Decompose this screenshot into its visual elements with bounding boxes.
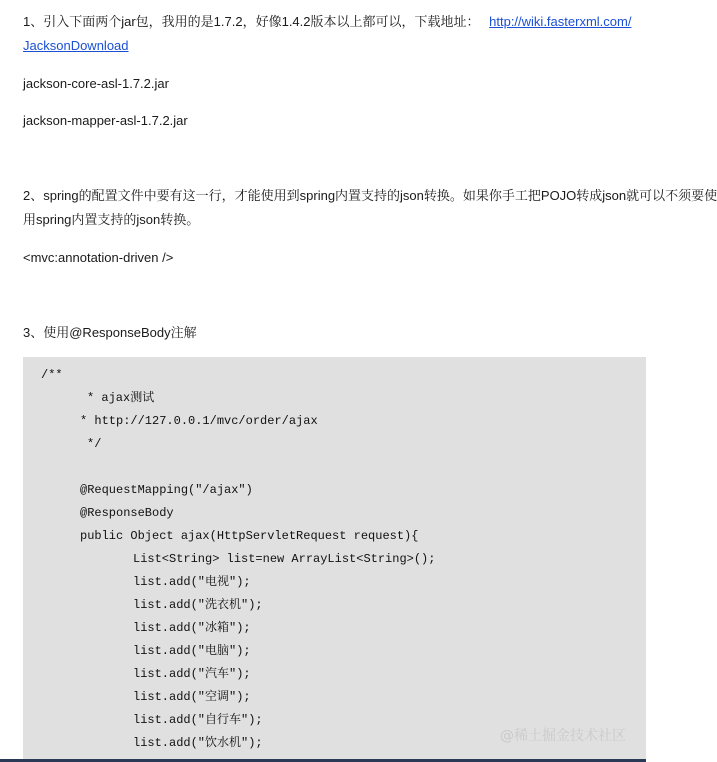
section2-line2: 用spring内置支持的json转换。	[23, 212, 200, 227]
code-line: list.add("空调");	[133, 690, 251, 704]
download-link[interactable]: http://wiki.fasterxml.com/	[489, 14, 632, 29]
code-line: * http://127.0.0.1/mvc/order/ajax	[80, 414, 318, 428]
download-link-continued[interactable]: JacksonDownload	[23, 38, 129, 53]
code-line: @ResponseBody	[80, 506, 174, 520]
code-line: * ajax测试	[87, 391, 155, 405]
code-line: list.add("洗衣机");	[133, 598, 263, 612]
code-line: list.add("电视");	[133, 575, 251, 589]
code-block	[23, 357, 646, 760]
code-line: list.add("电脑");	[133, 644, 251, 658]
code-line: /**	[41, 368, 63, 382]
code-line: @RequestMapping("/ajax")	[80, 483, 253, 497]
code-line: list.add("冰箱");	[133, 621, 251, 635]
section1-text: 1、引入下面两个jar包，我用的是1.7.2，好像1.4.2版本以上都可以，下载地址： http://wiki.fasterxml.com/	[23, 14, 632, 29]
config-snippet: <mvc:annotation-driven />	[23, 250, 174, 265]
jar-item-mapper: jackson-mapper-asl-1.7.2.jar	[23, 113, 188, 128]
code-line: public Object ajax(HttpServletRequest request){	[80, 529, 419, 543]
code-line: list.add("汽车");	[133, 667, 251, 681]
code-line: list.add("饮水机");	[133, 736, 263, 750]
section2-line1: 2、spring的配置文件中要有这一行，才能使用到spring内置支持的json转换。如果你手工把POJO转成json就可以不须要使	[23, 188, 717, 203]
code-line: List<String> list=new ArrayList<String>();	[133, 552, 436, 566]
jar-item-core: jackson-core-asl-1.7.2.jar	[23, 76, 169, 91]
code-line: */	[87, 437, 102, 451]
code-line: list.add("自行车");	[133, 713, 263, 727]
section3-title: 3、使用@ResponseBody注解	[23, 325, 197, 340]
watermark: @稀土掘金技术社区	[500, 728, 626, 744]
